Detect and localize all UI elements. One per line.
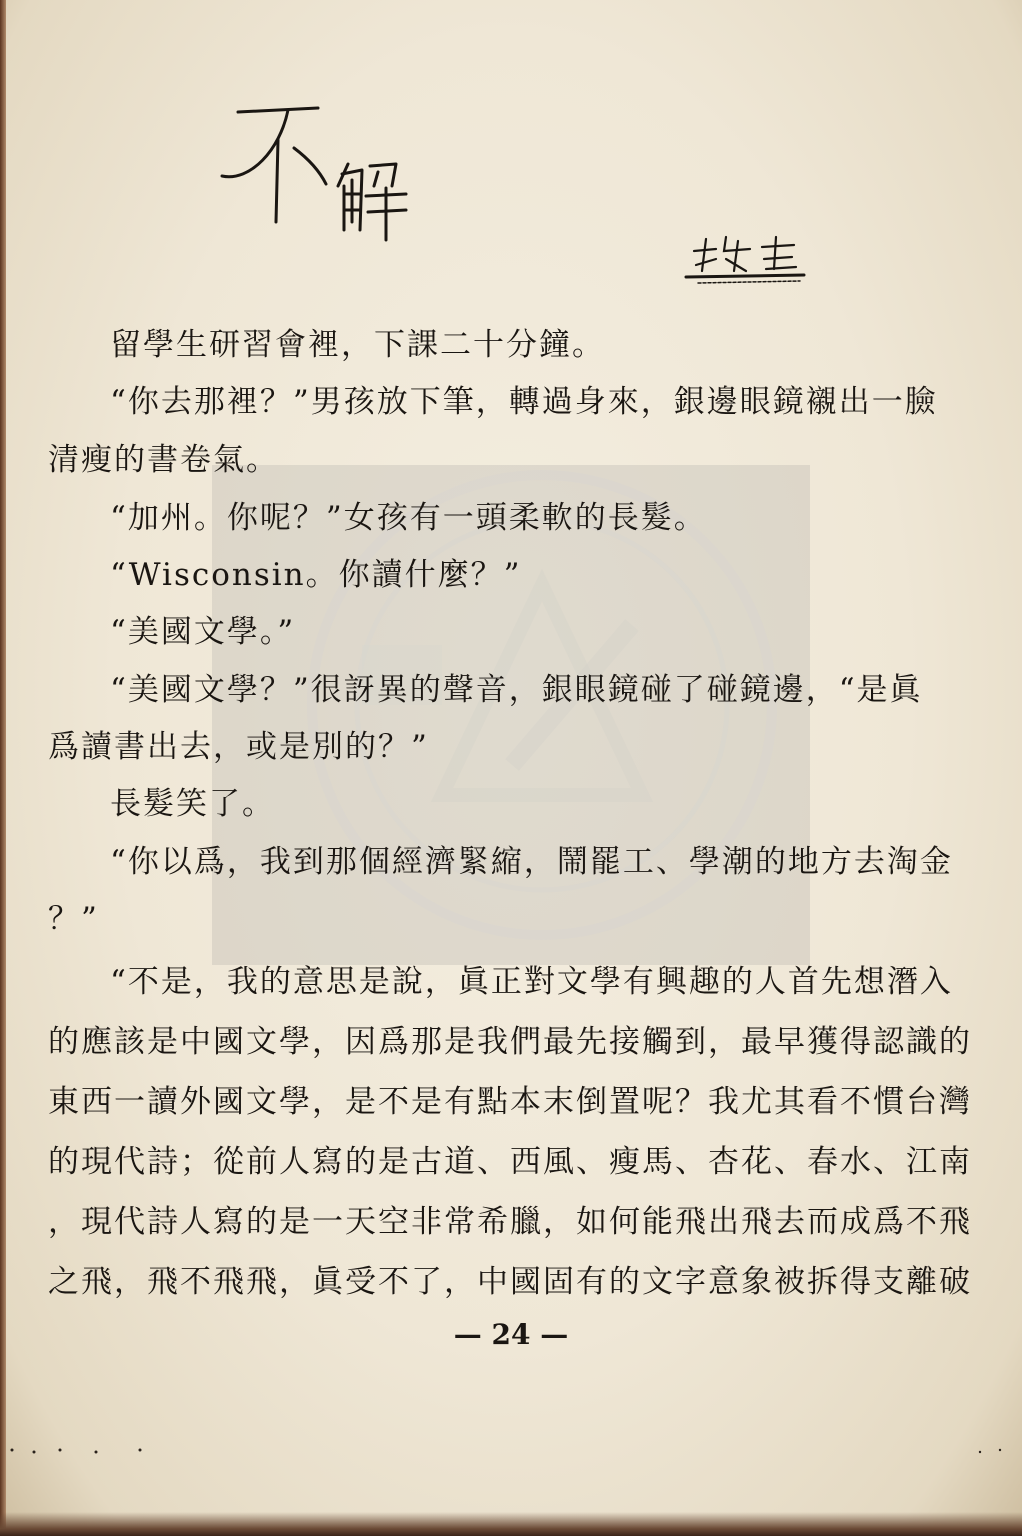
text-line: “美國文學。” [110,614,296,650]
text-line: “你以爲，我到那個經濟緊縮，鬧罷工、學潮的地方去淘金 [110,844,953,880]
page-edge-bottom [0,1512,1022,1536]
text-line: ？” [48,901,99,937]
text-line: 的現代詩；從前人寫的是古道、西風、瘦馬、杏花、春水、江南 [48,1144,972,1180]
text-line: ，現代詩人寫的是一天空非常希臘，如何能飛出飛去而成爲不飛 [48,1204,972,1240]
text-line: 清瘦的書卷氣。 [48,442,279,478]
text-line: 留學生研習會裡，下課二十分鐘。 [110,327,605,363]
page-edge-left [0,0,6,1536]
text-line: 之飛，飛不飛飛，眞受不了，中國固有的文字意象被拆得支離破 [48,1264,972,1300]
text-line: 長髮笑了。 [110,786,275,822]
text-line: “Wisconsin。你讀什麼？” [110,557,522,593]
text-line: 爲讀書出去，或是別的？” [48,729,429,765]
text-line: “加州。你呢？”女孩有一頭柔軟的長髮。 [110,500,707,536]
text-line: 的應該是中國文學，因爲那是我們最先接觸到，最早獲得認識的 [48,1024,972,1060]
watermark-seal-icon [212,465,810,965]
author-signature [680,225,820,295]
library-watermark [212,465,810,965]
page-number: — 24 — [453,1318,569,1351]
text-line: “美國文學？”很訝異的聲音，銀眼鏡碰了碰鏡邊，“是眞 [110,672,923,708]
text-line: 東西一讀外國文學，是不是有點本末倒置呢？我尤其看不慣台灣 [48,1084,972,1120]
edge-specks [0,1440,1022,1460]
handwritten-title [210,90,420,250]
text-line: “不是，我的意思是說，眞正對文學有興趣的人首先想潛入 [110,964,953,1000]
text-line: “你去那裡？”男孩放下筆，轉過身來，銀邊眼鏡襯出一臉 [110,384,938,420]
